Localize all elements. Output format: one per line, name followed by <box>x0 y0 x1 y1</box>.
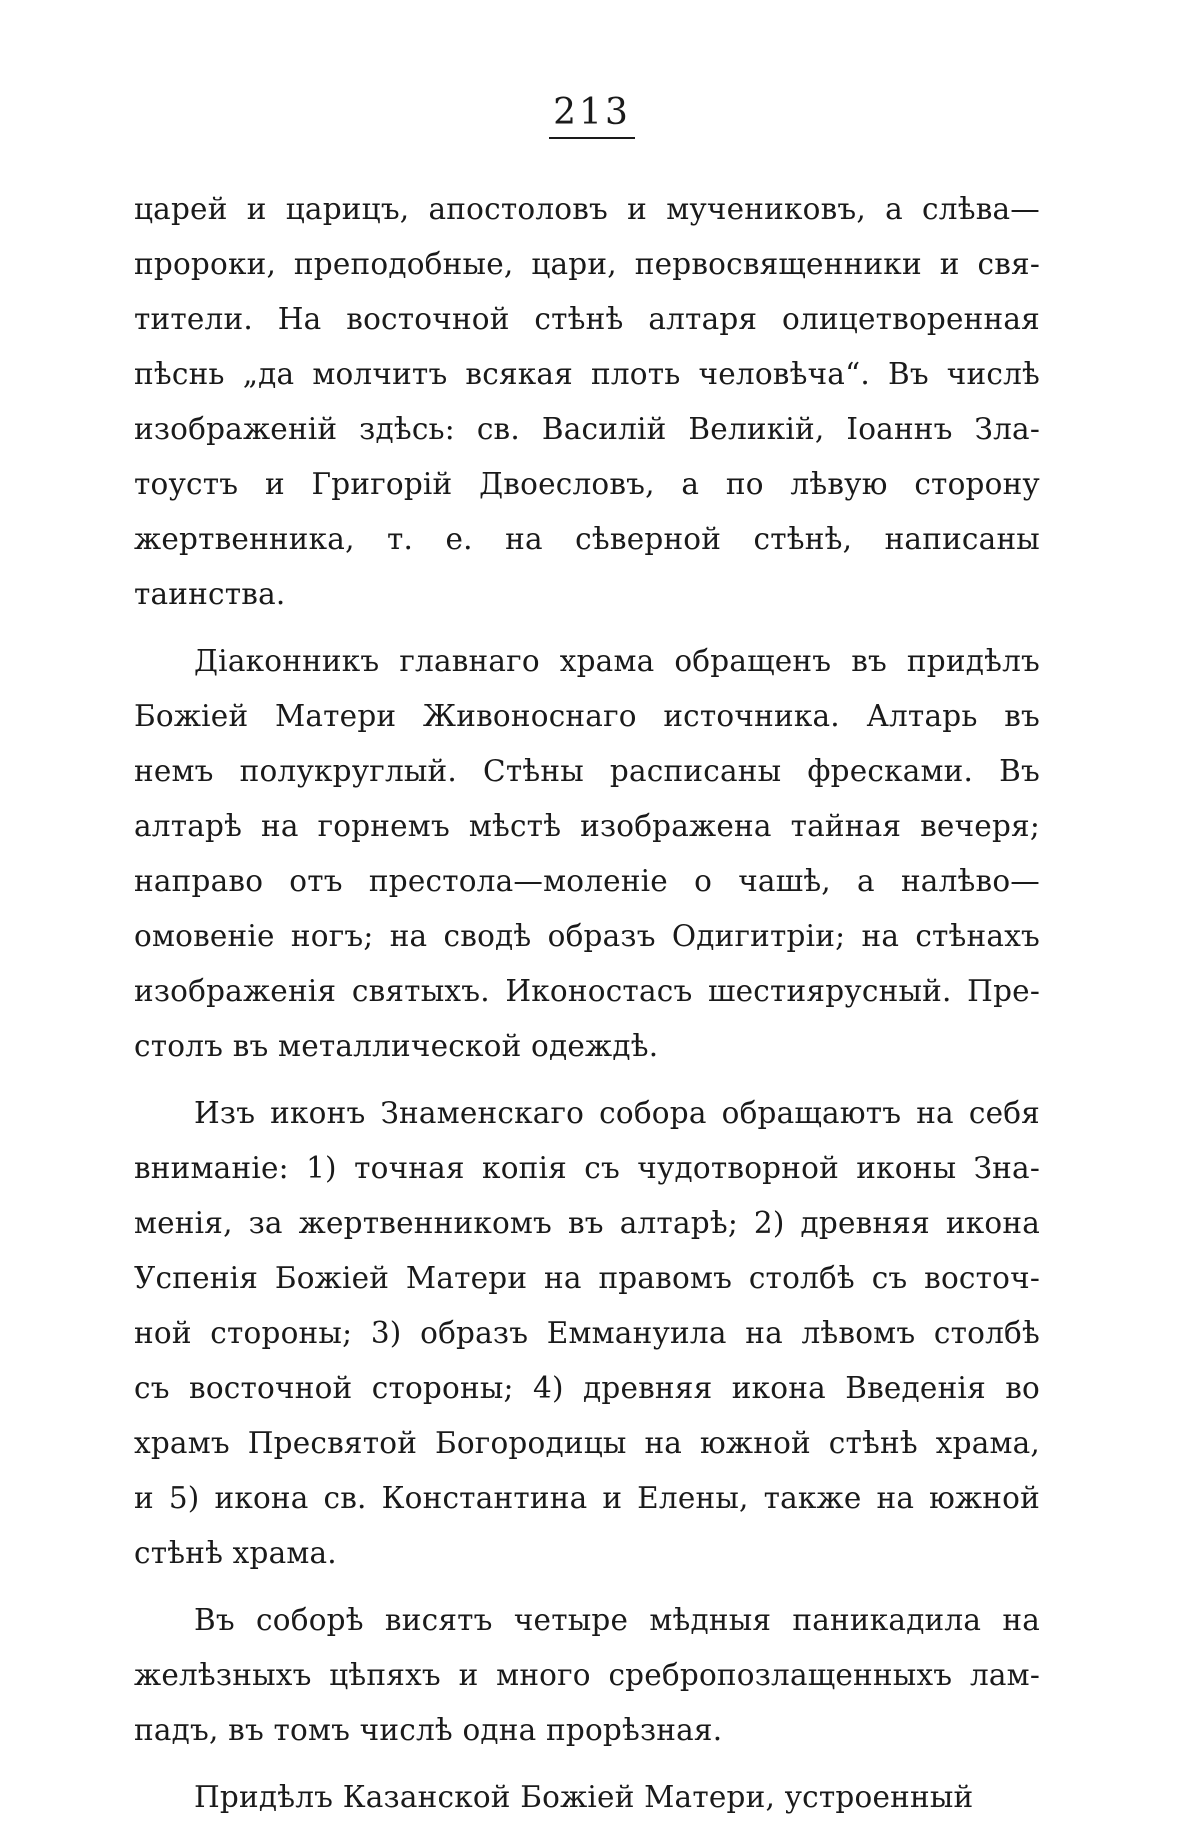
text-line: Изъ иконъ Знаменскаго собора обращаютъ на себя <box>194 1096 1040 1130</box>
text-line: немъ полукруглый. Стѣны расписаны фресками. Въ <box>134 754 1040 788</box>
text-line: изображеній здѣсь: св. Василій Великій, Іоаннъ Зла- <box>134 412 1040 446</box>
text-line: Діаконникъ главнаго храма обращенъ въ придѣлъ <box>194 644 1040 678</box>
text-line: жертвенника, т. е. на сѣверной стѣнѣ, написаны <box>134 522 1040 556</box>
paragraph <box>134 1770 1040 1825</box>
text-line: омовеніе ногъ; на сводѣ образъ Одигитріи; на стѣнахъ <box>134 919 1040 953</box>
text-line: тители. На восточной стѣнѣ алтаря олицетворенная <box>134 302 1040 336</box>
text-line: вниманіе: 1) точная копія съ чудотворной иконы Зна- <box>134 1151 1040 1185</box>
paragraph-gap <box>134 1074 1040 1086</box>
paragraph-gap <box>134 622 1040 634</box>
paragraph-gap <box>134 1758 1040 1770</box>
text-line: Успенія Божіей Матери на правомъ столбѣ съ восточ- <box>134 1261 1040 1295</box>
paragraph <box>134 182 1040 622</box>
body-text <box>134 182 1040 1825</box>
text-line: Божіей Матери Живоноснаго источника. Алтарь въ <box>134 699 1040 733</box>
text-line: алтарѣ на горнемъ мѣстѣ изображена тайная вечеря; <box>134 809 1040 843</box>
paragraph <box>134 634 1040 1074</box>
text-line: направо отъ престола—моленіе о чашѣ, а налѣво— <box>134 864 1040 898</box>
page-number-text: 213 <box>549 95 635 139</box>
text-line: съ восточной стороны; 4) древняя икона Введенія во <box>134 1371 1040 1405</box>
text-line: царей и царицъ, апостоловъ и мучениковъ, а слѣва— <box>134 192 1040 226</box>
text-line: ной стороны; 3) образъ Еммануила на лѣвомъ столбѣ <box>134 1316 1040 1350</box>
text-line: стѣнѣ храма. <box>134 1536 337 1570</box>
text-line: таинства. <box>134 577 286 611</box>
text-line: пророки, преподобные, цари, первосвященники и свя- <box>134 247 1040 281</box>
page-number <box>0 92 1184 139</box>
text-line: изображенія святыхъ. Иконостасъ шестиярусный. Пре- <box>134 974 1040 1008</box>
paragraph <box>134 1086 1040 1581</box>
text-line: столъ въ металлической одеждѣ. <box>134 1029 659 1063</box>
text-line: Придѣлъ Казанской Божіей Матери, устроенный <box>194 1780 974 1814</box>
text-line: храмъ Пресвятой Богородицы на южной стѣнѣ храма, <box>134 1426 1040 1460</box>
text-line: Въ соборѣ висятъ четыре мѣдныя паникадила на <box>194 1603 1040 1637</box>
text-line: и 5) икона св. Константина и Елены, также на южной <box>134 1481 1040 1515</box>
text-line: падъ, въ томъ числѣ одна прорѣзная. <box>134 1713 723 1747</box>
text-line: пѣснь „да молчитъ всякая плоть человѣча“. Въ числѣ <box>134 357 1040 391</box>
text-line: тоустъ и Григорій Двоесловъ, а по лѣвую сторону <box>134 467 1040 501</box>
paragraph-gap <box>134 1581 1040 1593</box>
text-line: менія, за жертвенникомъ въ алтарѣ; 2) древняя икона <box>134 1206 1040 1240</box>
text-line: желѣзныхъ цѣпяхъ и много сребропозлащенныхъ лам- <box>134 1658 1040 1692</box>
paragraph <box>134 1593 1040 1758</box>
